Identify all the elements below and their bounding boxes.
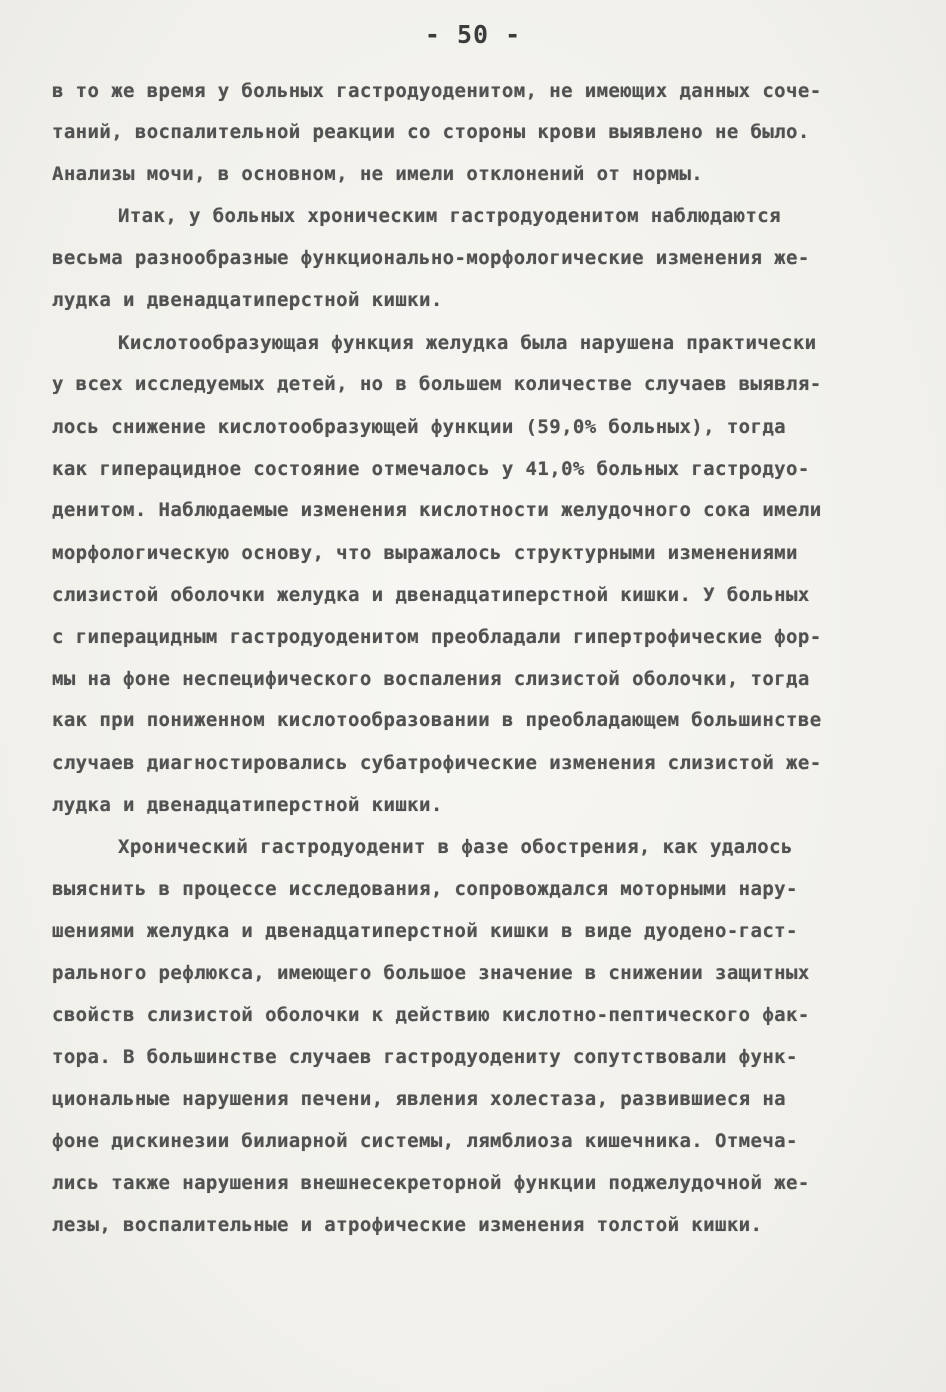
text-line: лись также нарушения внешнесекреторной функции поджелудочной же- xyxy=(52,1172,810,1194)
paragraph-start-line: Кислотообразующая функция желудка была нарушена практически xyxy=(118,332,817,354)
text-line: лудка и двенадцатиперстной кишки. xyxy=(52,289,443,311)
text-line: тора. В большинстве случаев гастродуодениту сопутствовали функ- xyxy=(52,1046,798,1068)
text-line: денитом. Наблюдаемые изменения кислотности желудочного сока имели xyxy=(52,499,822,521)
paragraph-start-line: Хронический гастродуоденит в фазе обострения, как удалось xyxy=(118,836,793,858)
text-line: морфологическую основу, что выражалось структурными изменениями xyxy=(52,542,798,564)
text-line: как при пониженном кислотообразовании в преобладающем большинстве xyxy=(52,709,822,731)
text-line: слизистой оболочки желудка и двенадцатиперстной кишки. У больных xyxy=(52,584,810,606)
page-number: - 50 - xyxy=(424,20,522,49)
text-line: случаев диагностировались субатрофические изменения слизистой же- xyxy=(52,752,822,774)
text-line: лезы, воспалительные и атрофические изменения толстой кишки. xyxy=(52,1214,763,1236)
text-line: лось снижение кислотообразующей функции (59,0% больных), тогда xyxy=(52,416,787,438)
text-line: в то же время у больных гастродуоденитом, не имеющих данных соче- xyxy=(52,80,822,102)
text-line: весьма разнообразные функционально-морфологические изменения же- xyxy=(52,247,810,269)
text-line: с гиперацидным гастродуоденитом преобладали гипертрофические фор- xyxy=(52,626,822,648)
text-line: фоне дискинезии билиарной системы, лямблиоза кишечника. Отмеча- xyxy=(52,1130,798,1152)
text-line: Анализы мочи, в основном, не имели отклонений от нормы. xyxy=(52,163,704,185)
text-line: у всех исследуемых детей, но в большем количестве случаев выявля- xyxy=(52,373,822,395)
text-line: лудка и двенадцатиперстной кишки. xyxy=(52,794,443,816)
text-line: таний, воспалительной реакции со стороны крови выявлено не было. xyxy=(52,121,810,143)
text-line: свойств слизистой оболочки к действию кислотно-пептического фак- xyxy=(52,1004,810,1026)
text-line: мы на фоне неспецифического воспаления слизистой оболочки, тогда xyxy=(52,668,810,690)
paragraph-start-line: Итак, у больных хроническим гастродуоденитом наблюдаются xyxy=(118,205,781,227)
text-line: циональные нарушения печени, явления холестаза, развившиеся на xyxy=(52,1088,787,1110)
text-line: рального рефлюкса, имеющего большое значение в снижении защитных xyxy=(52,962,810,984)
text-line: шениями желудка и двенадцатиперстной кишки в виде дуодено-гаст- xyxy=(52,920,798,942)
text-line: выяснить в процессе исследования, сопровождался моторными нару- xyxy=(52,878,798,900)
text-line: как гиперацидное состояние отмечалось у 41,0% больных гастродуо- xyxy=(52,458,810,480)
